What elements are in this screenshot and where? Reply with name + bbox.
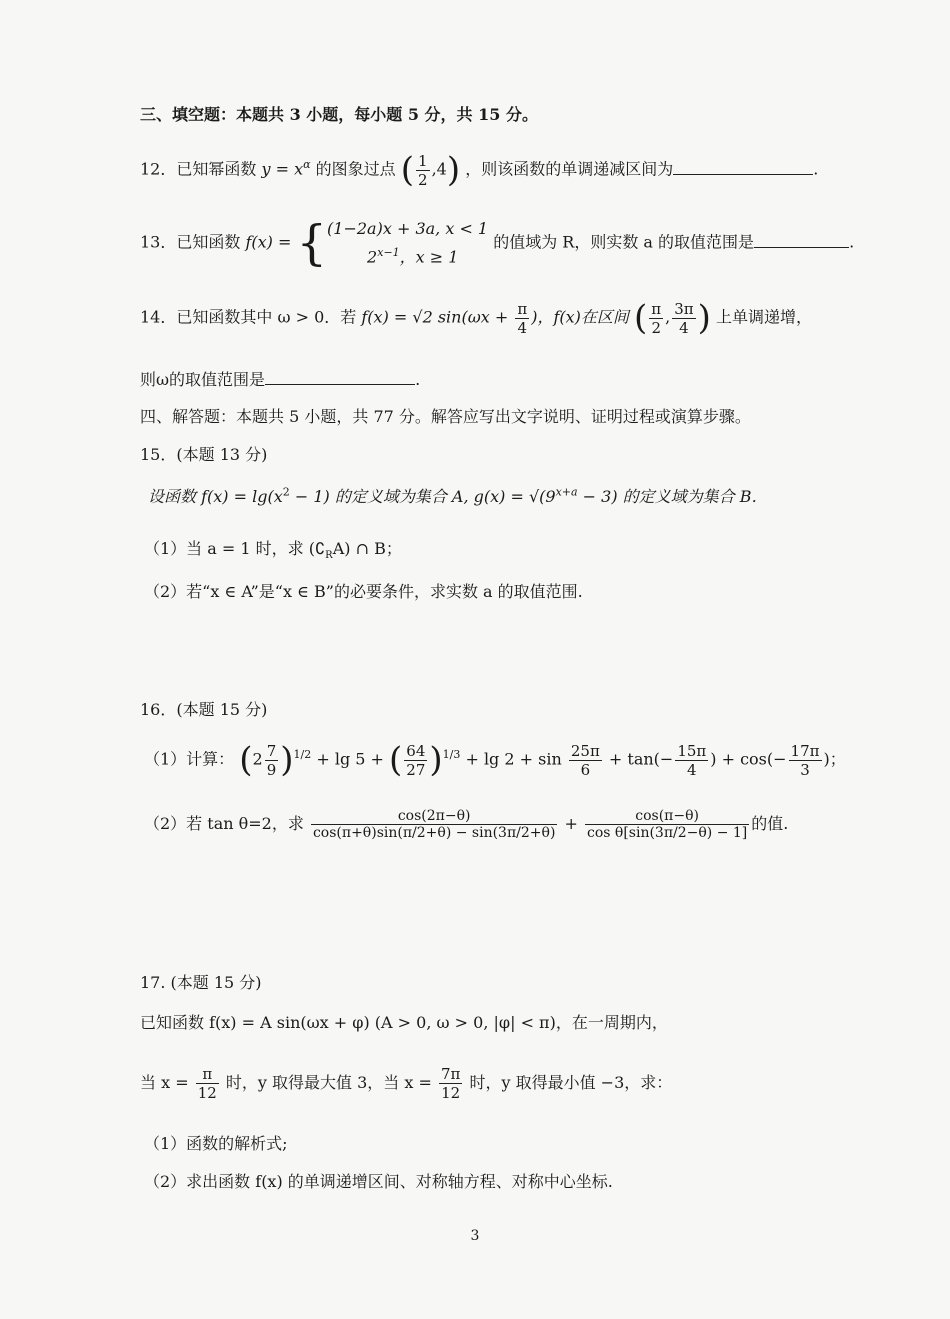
- q14-post: 上单调递增，: [716, 307, 813, 327]
- question-13: 13．已知函数 f(x) = { (1−2a)x + 3a, x < 1 $2^{x-1}$，x ≥ 1 的值域为 R，则实数 a 的取值范围是 .: [140, 215, 855, 271]
- q14-number: 14．: [140, 307, 177, 327]
- q16-heading: 16．(本题 15 分): [140, 700, 268, 719]
- q17-part1: （1）函数的解析式;: [144, 1134, 288, 1153]
- q15-stem: 设函数 $f(x) = \lg(x^2 - 1)$ 的定义域为集合 A, $g(x) = √(9^{x+a} - 3)$ 的定义域为集合 B．: [148, 485, 768, 506]
- q12-answer-blank: [673, 160, 813, 175]
- q12-point-frac: $\frac{1}{2}$: [418, 151, 428, 189]
- q15-heading: 15．(本题 13 分): [140, 445, 268, 464]
- q14-close: )，f(x)在区间: [531, 307, 629, 327]
- q13-number: 13．: [140, 232, 177, 252]
- question-14: 14．已知函数其中 ω > 0．若 f(x) = √2 sin(ωx + $\frac{\pi}{4}$ )，f(x)在区间 ( $\frac{\pi}{2}$ , $\frac{3\pi}{4}$ ) 上单调递增，: [140, 298, 813, 338]
- q15-part2: （2）若“x ∈ A”是“x ∈ B”的必要条件，求实数 a 的取值范围.: [144, 582, 583, 601]
- q14-func: f(x) = √2 sin(ωx +: [361, 307, 514, 327]
- q12-pre: 已知幂函数: [176, 159, 257, 179]
- q14-interval-b: $\frac{3\pi}{4}$: [674, 299, 694, 337]
- question-14-line2: 则ω的取值范围是 .: [140, 370, 421, 389]
- q17-part2: （2）求出函数 f(x) 的单调递增区间、对称轴方程、对称中心坐标.: [144, 1172, 613, 1191]
- q13-cases: (1−2a)x + 3a, x < 1 $2^{x-1}$，x ≥ 1: [327, 218, 489, 267]
- q12-mid: 的图象过点: [315, 159, 396, 179]
- question-12: 12．已知幂函数 $y = x^\alpha$ 的图象过点 ( $\frac{1}{2}$ ,4) ，则该函数的单调递减区间为 .: [140, 150, 819, 190]
- q12-func: y = x: [261, 159, 304, 179]
- q12-point-y: ,4: [431, 159, 447, 179]
- q14-line2-text: 则ω的取值范围是: [140, 370, 266, 389]
- q14-pre: 已知函数其中 ω > 0．若: [176, 307, 357, 327]
- q12-exp: α: [303, 158, 311, 172]
- q14-answer-blank: [265, 370, 415, 385]
- q15-part1: （1）当 a = 1 时，求 $(∁_RA)$ ∩ B；: [144, 539, 402, 562]
- q16-part1: （1）计算： (2 $\frac{7}{9}$ )$^{1/2}$ + lg 5 + ( $\frac{64}{27}$ )$^{1/3}$ + lg 2 + sin $\frac{25\pi}{6}$ + tan(− $\frac{15\pi}{4}$ ) + cos(− $\frac{17\pi}{3}$ )；: [144, 740, 846, 780]
- q16-part2: （2）若 tan θ=2，求 $\frac{\cos(2\pi-\theta)}{\cos(\pi+\theta)\sin(\pi/2+\theta) - \sin(3\pi/2+\theta)}$ + $\frac{\cos(\pi-\theta)}{\text{cos θ[sin(3π/2−θ) − 1]}}$ 的值.: [144, 808, 789, 841]
- page-number: 3: [470, 1228, 480, 1244]
- q14-phase-frac: $\frac{\pi}{4}$: [517, 299, 528, 337]
- q12-post: ，则该函数的单调递减区间为: [465, 159, 674, 179]
- q13-func: f(x) =: [245, 232, 292, 252]
- section4-title: 四、解答题：本题共 5 小题，共 77 分。解答应写出文字说明、证明过程或演算步骤。: [140, 407, 751, 426]
- q13-answer-blank: [754, 233, 849, 248]
- q14-interval-a: $\frac{\pi}{2}$: [651, 299, 662, 337]
- q17-heading: 17. (本题 15 分): [140, 973, 262, 992]
- q13-pre: 已知函数: [176, 232, 241, 252]
- q17-conditions: 当 x = $\frac{\pi}{12}$ 时，y 取得最大值 3，当 x = $\frac{7\pi}{12}$ 时，y 取得最小值 −3，求：: [140, 1065, 673, 1102]
- section3-title: 三、填空题：本题共 3 小题，每小题 5 分，共 15 分。: [140, 105, 538, 124]
- q13-post: 的值域为 R，则实数 a 的取值范围是: [493, 232, 755, 252]
- q17-stem: 已知函数 f(x) = A sin(ωx + φ) (A > 0, ω > 0, |φ| < π)，在一周期内，: [140, 1013, 668, 1032]
- q12-number: 12．: [140, 159, 177, 179]
